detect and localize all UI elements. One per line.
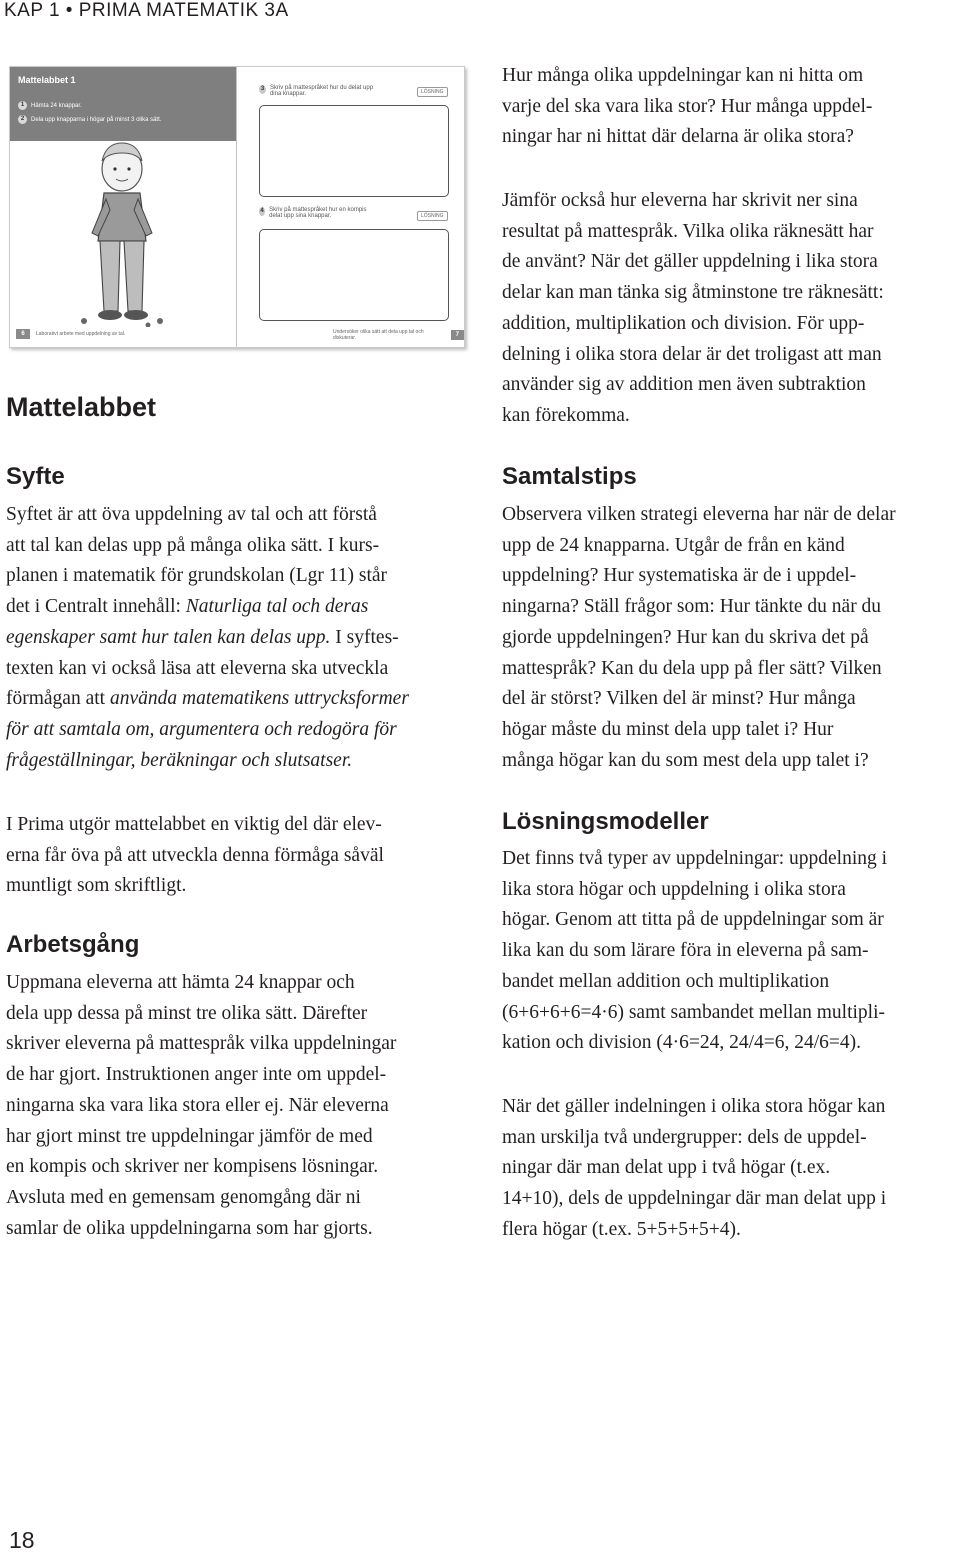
lab-step-2	[18, 115, 161, 124]
lab-header-band	[10, 67, 236, 141]
text-line: att tal kan delas upp på många olika sätt. I kurs-	[6, 534, 380, 556]
samtalstips-paragraph	[502, 500, 957, 776]
text-line: När det gäller indelningen i olika stora högar kan	[502, 1096, 886, 1117]
text-line: upp de 24 knapparna. Utgår de från en känd	[502, 534, 845, 556]
text-line: I Prima utgör mattelabbet en viktig del där elev-	[6, 814, 382, 835]
boy-illustration	[76, 139, 168, 327]
text-line: egenskaper samt hur talen kan delas upp. I syftes-	[6, 626, 399, 648]
text-line: lika stora högar och uppdelning i olika stora	[502, 878, 846, 900]
thumbnail-footer-right	[333, 329, 464, 341]
intro-paragraph	[502, 61, 957, 153]
text-line: gjorde uppdelningen? Hur kan du skriva det på	[502, 626, 869, 648]
text-line: resultat på mattespråk. Vilka olika räknesätt har	[502, 220, 874, 242]
thumbnail-page-number-right: 7	[451, 330, 464, 340]
text-line: det i Centralt innehåll: Naturliga tal och deras	[6, 596, 369, 618]
italic-quote: Naturliga tal och deras	[185, 596, 369, 618]
text-line: 14+10), dels de uppdelningar där man delat upp i	[502, 1188, 887, 1210]
step-text: Dela upp knapparna i högar på minst 3 olika sätt.	[31, 116, 162, 123]
text-line: ningarna ska vara lika stora eller ej. När eleverna	[6, 1094, 389, 1116]
text-line: Observera vilken strategi eleverna har när de delar	[502, 504, 896, 525]
text-line: ningarna? Ställ frågor som: Hur tänkte du när du	[502, 596, 882, 618]
text-line: Hur många olika uppdelningar kan ni hitta om	[502, 65, 864, 86]
text-line: delning i olika stora delar är det troligast att man	[502, 343, 882, 365]
text-line	[6, 746, 466, 777]
text-line: kation och division (4·6=24, 24/4=6, 24/6=4).	[502, 1032, 862, 1054]
step-number-badge: 1	[18, 101, 27, 110]
solution-tag: LÖSNING	[417, 211, 448, 221]
text-line: Syftet är att öva uppdelning av tal och att förstå	[6, 504, 377, 525]
task-text: Skriv på mattespråket hur en kompis delat upp sina knappar.	[269, 207, 367, 219]
text-line: man urskilja två undergrupper: dels de uppdel-	[502, 1126, 867, 1148]
losningsmodeller-paragraph	[502, 844, 957, 1059]
text-line: en kompis och skriver ner kompisens lösningar.	[6, 1156, 379, 1178]
thumbnail-right-page	[237, 67, 464, 347]
text-line: planen i matematik för grundskolan (Lgr 11) står	[6, 565, 388, 587]
text-line: erna får öva på att utveckla denna förmåga såväl	[6, 844, 384, 866]
text-line: de använt? När det gäller uppdelning i lika stora	[502, 251, 878, 273]
text-line: skriver eleverna på mattespråk vilka uppdelningar	[6, 1033, 397, 1055]
text-line: dela upp dessa på minst tre olika sätt. Därefter	[6, 1002, 368, 1024]
text-line: har gjort minst tre uppdelningar jämför de med	[6, 1125, 373, 1147]
text-line: de har gjort. Instruktionen anger inte om uppdel-	[6, 1064, 387, 1086]
text-line: Det finns två typer av uppdelningar: uppdelning i	[502, 848, 888, 869]
text-line: del är störst? Vilken del är minst? Hur många	[502, 688, 856, 710]
heading-losningsmodeller: Lösningsmodeller	[502, 808, 709, 835]
step-text: Hämta 24 knappar.	[31, 102, 82, 109]
lab-title: Mattelabbet 1	[18, 75, 76, 85]
text-line: flera högar (t.ex. 5+5+5+5+4).	[502, 1218, 741, 1240]
text-line: varje del ska vara lika stor? Hur många uppdel-	[502, 95, 873, 117]
thumbnail-page-number-left: 6	[16, 329, 30, 339]
text-line: muntligt som skriftligt.	[6, 875, 187, 897]
text-line: bandet mellan addition och multiplikation	[502, 970, 830, 992]
text-line: Avsluta med en gemensam genomgång där ni	[6, 1186, 361, 1208]
heading-syfte: Syfte	[6, 463, 65, 490]
answer-box-task-3	[259, 105, 449, 197]
text-line: ningar har ni hittat där delarna är olika stora?	[502, 126, 854, 148]
task-4	[259, 207, 379, 219]
text-line: addition, multiplikation och division. För upp-	[502, 312, 865, 334]
lab-step-1	[18, 101, 82, 110]
text-line: kan förekomma.	[502, 404, 630, 426]
step-number-badge: 2	[18, 115, 27, 124]
compare-paragraph	[502, 186, 957, 432]
syfte-paragraph	[6, 500, 466, 776]
thumbnail-left-page	[10, 67, 236, 347]
text-line: förmågan att använda matematikens uttrycksformer	[6, 688, 409, 710]
text-line: mattespråk? Kan du dela upp på fler sätt? Vilken	[502, 657, 882, 679]
text-line	[6, 715, 466, 746]
heading-arbetsgang: Arbetsgång	[6, 931, 140, 958]
text-line: Uppmana eleverna att hämta 24 knappar och	[6, 972, 355, 993]
solution-tag: LÖSNING	[417, 87, 448, 97]
footer-note: Laborativt arbete med uppdelning av tal.	[36, 331, 126, 337]
text-line: ningar där man delat upp i två högar (t.ex.	[502, 1157, 831, 1179]
text-line: högar. Genom att titta på de uppdelningar som är	[502, 909, 884, 931]
italic-quote: använda matematikens uttrycksformer	[109, 688, 409, 710]
text-line: samlar de olika uppdelningarna som har gjorts.	[6, 1217, 373, 1239]
italic-quote: egenskaper samt hur talen kan delas upp.	[6, 626, 331, 648]
step-number-badge: 3	[260, 86, 265, 92]
text-line: använder sig av addition men även subtraktion	[502, 374, 866, 396]
page-number: 18	[9, 1527, 35, 1553]
text-line: högar måste du minst dela upp talet i? Hur	[502, 718, 834, 740]
heading-samtalstips: Samtalstips	[502, 463, 637, 490]
italic-quote: för att samtala om, argumentera och redogöra för	[6, 718, 397, 740]
text-line: uppdelning? Hur systematiska är de i uppdel-	[502, 565, 857, 587]
text-line: många högar kan du som mest dela upp talet i?	[502, 749, 869, 771]
thumbnail-footer-left	[16, 329, 125, 339]
running-header: KAP 1 • PRIMA MATEMATIK 3A	[4, 0, 289, 21]
text-line: texten kan vi också läsa att eleverna ska utveckla	[6, 657, 389, 679]
italic-quote: frågeställningar, beräkningar och slutsatser.	[6, 749, 353, 771]
text-line: Jämför också hur eleverna har skrivit ner sina	[502, 190, 858, 211]
prima-paragraph	[6, 810, 466, 902]
task-text: Skriv på mattespråket hur du delat upp dina knappar.	[269, 85, 374, 97]
arbetsgang-paragraph	[6, 968, 466, 1244]
indelning-paragraph	[502, 1092, 957, 1246]
book-spread-thumbnail	[9, 66, 465, 348]
text-line: lika kan du som lärare föra in eleverna på sam-	[502, 940, 869, 962]
answer-box-task-4	[259, 229, 449, 321]
text-line: (6+6+6+6=4·6) samt sambandet mellan multipli-	[502, 1001, 886, 1023]
text-line: delar kan man tänka sig åtminstone tre räknesätt:	[502, 282, 884, 304]
footer-note: Undersöker olika sätt att dela upp tal och diskuterar.	[333, 329, 424, 341]
step-number-badge: 4	[260, 208, 264, 214]
section-title: Mattelabbet	[6, 392, 157, 422]
task-3	[259, 85, 379, 97]
